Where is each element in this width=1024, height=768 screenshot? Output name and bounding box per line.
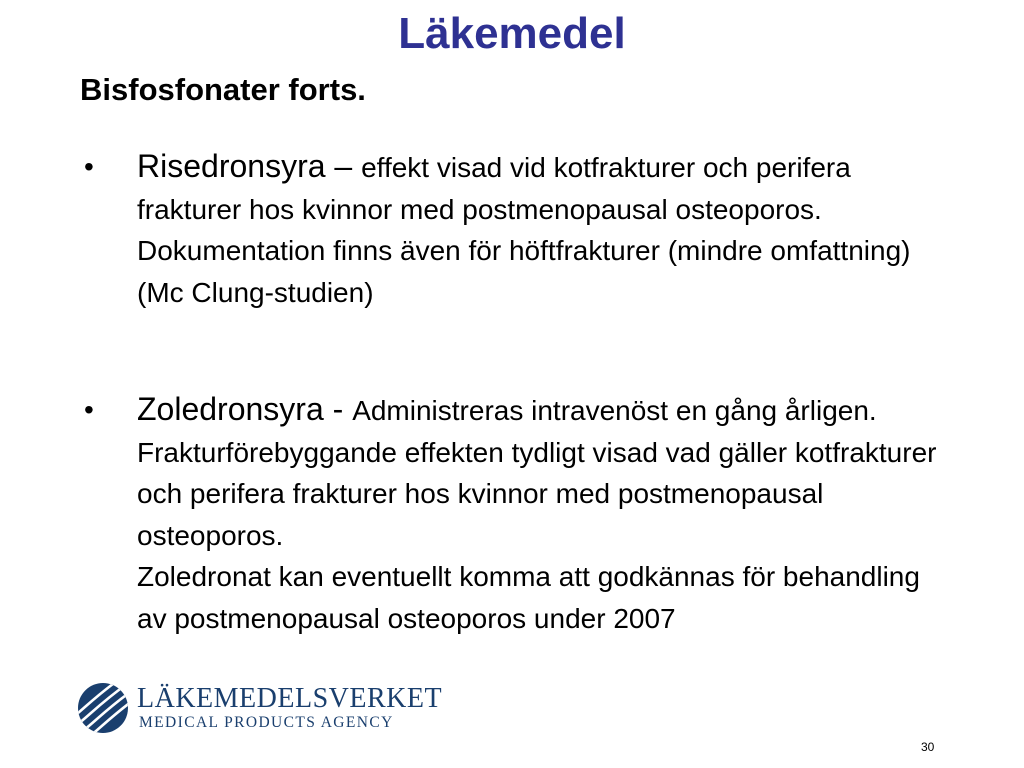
bullet-text: [137, 146, 957, 313]
bullet-body: Administreras intravenöst en gång årligen. Frakturförebyggande effekten tydligt visad vad gäller kotfrakturer och perifera frakturer hos kvinnor med postmenopausal osteoporos.: [137, 395, 937, 551]
bullet-marker: •: [84, 394, 94, 425]
bullet-lead: Zoledronsyra -: [137, 391, 353, 427]
lakemedelsverket-logo: [77, 682, 443, 734]
lakemedelsverket-logo-icon: [77, 682, 129, 734]
bullet-text: [137, 389, 957, 639]
logo-subtitle: MEDICAL PRODUCTS AGENCY: [139, 714, 394, 731]
bullet-marker: •: [84, 151, 94, 182]
bullet-lead: Risedronsyra –: [137, 148, 362, 184]
bullet-body: effekt visad vid kotfrakturer och perifera frakturer hos kvinnor med postmenopausal osteoporos.: [137, 152, 851, 225]
logo-name: LÄKEMEDELSVERKET: [137, 683, 443, 714]
bullet-body-continued: Zoledronat kan eventuellt komma att godkännas för behandling av postmenopausal osteoporos under 2007: [137, 561, 920, 634]
slide-subtitle: Bisfosfonater forts.: [80, 72, 366, 107]
page-number: 30: [921, 740, 935, 754]
slide-title: Läkemedel: [398, 9, 626, 58]
bullet-body-continued: Dokumentation finns även för höftfrakturer (mindre omfattning) (Mc Clung-studien): [137, 235, 911, 308]
